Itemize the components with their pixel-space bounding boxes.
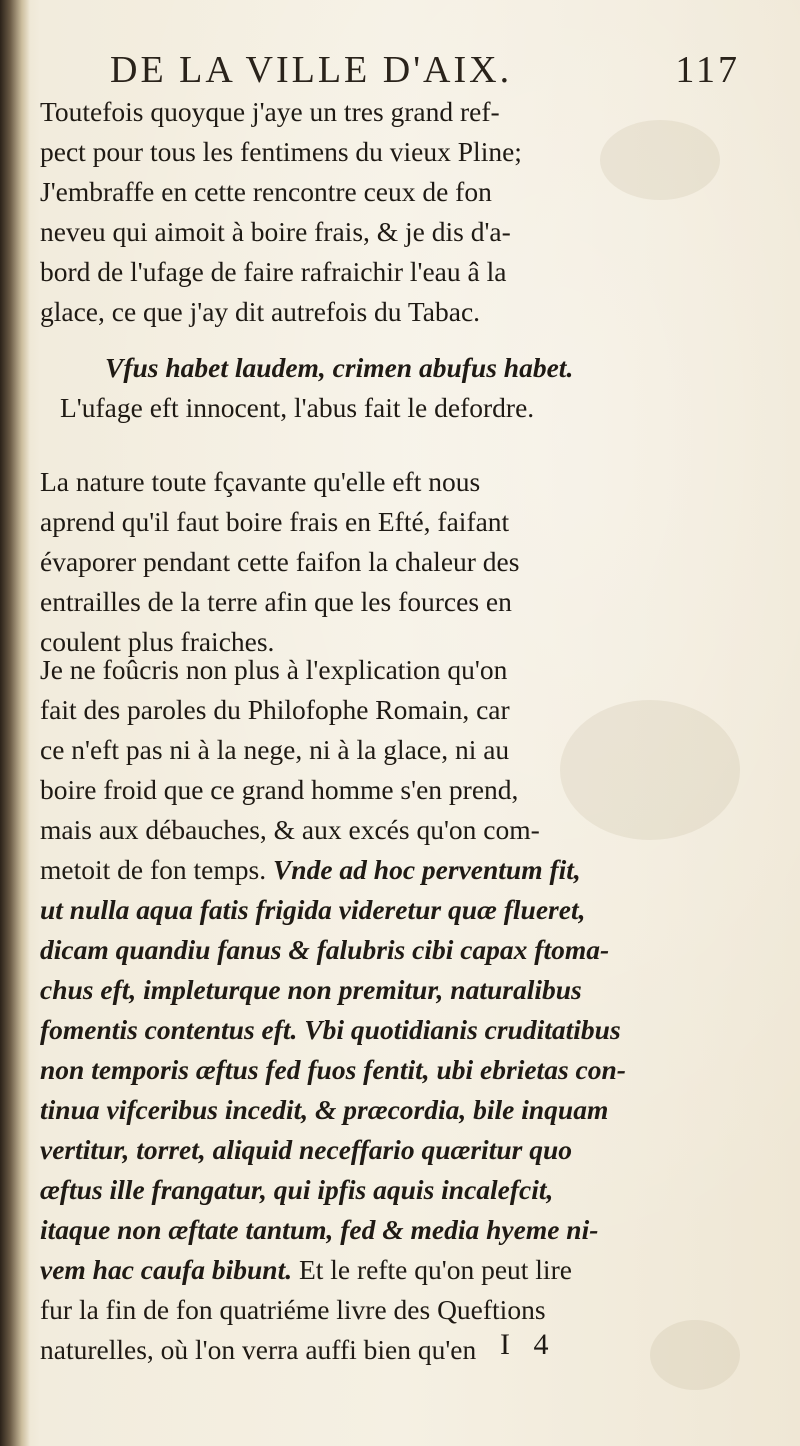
page-header <box>110 40 740 96</box>
verse-quote <box>60 348 720 428</box>
paragraph-2: La nature toute fçavante qu'elle eft nous aprend qu'il faut boire frais en Efté, faifant évaporer pendant cette faifon la chaleur des entrailles de la terre afin que les fources en coulent plus fraiches. <box>40 466 520 657</box>
page-number: 117 <box>675 49 740 91</box>
signature-mark: I 4 <box>500 1328 557 1361</box>
paragraph-3-french: Je ne foûcris non plus à l'explication qu'on fait des paroles du Philofophe Romain, car ce n'eft pas ni à la nege, ni à la glace, ni au boire froid que ce grand homme s'en prend, mais aux débauches, & aux excés qu'on com- metoit de fon temps. <box>40 654 540 885</box>
running-head: DE LA VILLE D'AIX. <box>110 49 513 91</box>
paragraph-3 <box>40 650 720 1370</box>
paragraph-1: Toutefois quoyque j'aye un tres grand ref- pect pour tous les fentimens du vieux Pline; J'embraffe en cette rencontre ceux de fon neveu qui aimoit à boire frais, & je dis d'a- bord de l'ufage de faire rafraichir l'eau â la glace, ce que j'ay dit autrefois du Tabac. <box>40 96 522 327</box>
verse-latin: Vfus habet laudem, crimen abufus habet. <box>105 352 574 383</box>
page-gutter <box>0 0 30 1446</box>
paragraph-3-latin-quote: Vnde ad hoc perventum fit, ut nulla aqua fatis frigida videretur quæ flueret, dicam quandiu fanus & falubris cibi capax ftoma- chus eft, impleturque non premitur, naturalibus fomentis contentus eft. Vbi quotidianis cruditatibus non temporis æftus fed fuos fentit, ubi ebrietas con- tinua vifceribus incedit, & præcordia, bile inquam vertitur, torret, aliquid neceffario quæritur quo æftus ille frangatur, qui ipfis aquis incalefcit, itaque non æftate tantum, fed & media hyeme ni- vem hac caufa bibunt. <box>40 854 626 1285</box>
verse-french: L'ufage eft innocent, l'abus fait le defordre. <box>60 392 535 423</box>
paragraph-3-end: Et le refte qu'on peut lire fur la fin de fon quatriéme livre des Queftions naturelles, où l'on verra auffi bien qu'en <box>40 1254 572 1365</box>
